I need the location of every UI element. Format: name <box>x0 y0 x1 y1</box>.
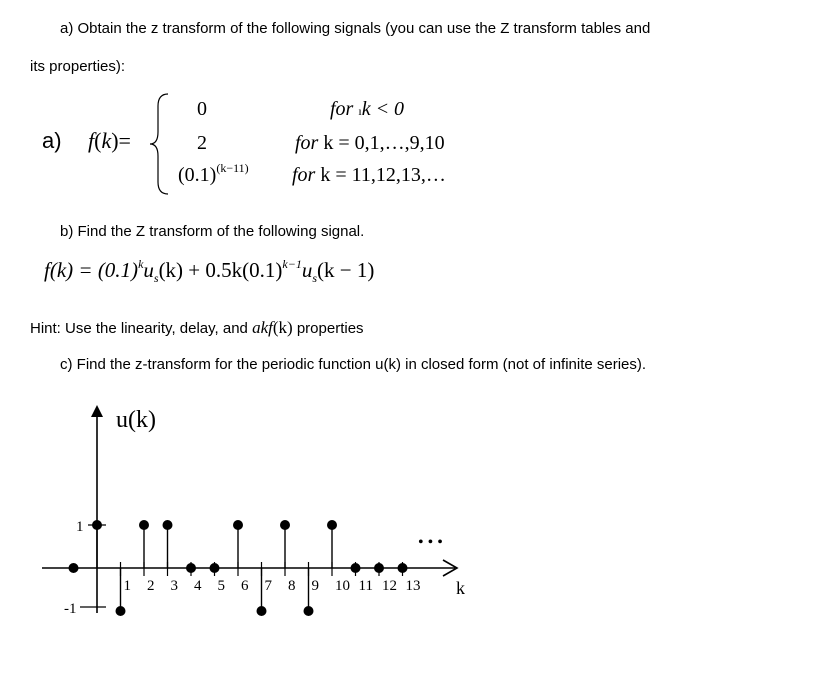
case-0-value: 0 <box>197 98 207 120</box>
continuation-dots: • • • <box>418 534 443 551</box>
eq-end: (k − 1) <box>317 258 375 282</box>
case-1-cond: k = 0,1,…,9,10 <box>323 132 445 154</box>
x-tick-label-k5: 5 <box>217 578 225 594</box>
x-tick-label-k11: 11 <box>358 578 373 594</box>
stem-point-k8 <box>280 520 290 530</box>
x-tick-label-k4: 4 <box>194 578 202 594</box>
part-b-equation <box>44 258 374 283</box>
stem-k0 <box>92 520 102 568</box>
for-keyword: for <box>295 132 319 154</box>
stem-k10 <box>327 520 337 568</box>
eq-u2: u <box>301 258 313 282</box>
curly-brace <box>148 92 172 196</box>
stem-k3 <box>163 520 173 568</box>
k-symbol: k <box>101 128 112 153</box>
x-tick-label-k10: 10 <box>335 578 350 594</box>
y-axis-label: u(k) <box>116 407 156 433</box>
x-axis <box>42 560 457 576</box>
hint-prefix: Hint: Use the linearity, delay, and <box>30 320 253 337</box>
part-b-instruction: b) Find the Z transform of the following signal. <box>60 223 365 240</box>
eq-s1: s <box>153 271 159 285</box>
stem-point-k2 <box>139 520 149 530</box>
part-c-instruction: c) Find the z-transform for the periodic function u(k) in closed form (not of infinite series). <box>60 356 647 373</box>
for-keyword: for <box>330 98 354 120</box>
eq-exp2: k−1 <box>282 257 302 271</box>
stem-point-k7 <box>257 606 267 616</box>
stem-k2 <box>139 520 149 568</box>
eq-s2: s <box>312 271 317 285</box>
x-tick-label-k7: 7 <box>264 578 272 594</box>
eq-mid: (k) + 0.5k(0.1) <box>158 258 283 282</box>
x-tick-label-k9: 9 <box>311 578 319 594</box>
stem-point-k-1 <box>69 563 79 573</box>
stem-point-k9 <box>304 606 314 616</box>
stem-point-k6 <box>233 520 243 530</box>
x-tick-label-k12: 12 <box>382 578 397 594</box>
case-0-cond: k < 0 <box>361 98 405 120</box>
eq-exp1: k <box>138 257 144 271</box>
x-tick-label-k1: 1 <box>123 578 131 594</box>
case-2-value <box>178 161 249 187</box>
stem-point-k1 <box>116 606 126 616</box>
piecewise-function <box>0 90 520 200</box>
stem-point-k3 <box>163 520 173 530</box>
x-tick-label-k3: 3 <box>170 578 178 594</box>
for-keyword: for <box>292 164 316 186</box>
x-tick-label-k6: 6 <box>241 578 249 594</box>
stem-point-k0 <box>92 520 102 530</box>
part-a-instruction-cont: its properties): <box>30 58 126 75</box>
y-axis <box>91 405 103 613</box>
part-a-label: a) <box>42 128 62 153</box>
hint-suffix: properties <box>292 320 364 337</box>
stem-plot <box>0 395 520 635</box>
equals-sign: = <box>118 128 131 153</box>
cursor-mark: ı <box>358 104 362 118</box>
eq-lhs: f(k) = (0.1) <box>44 258 139 282</box>
x-tick-label-k13: 13 <box>405 578 421 594</box>
eq-u1: u <box>143 258 154 282</box>
function-lhs: f(k)= <box>88 128 131 153</box>
x-tick-label-k2: 2 <box>147 578 155 594</box>
case-2-condition <box>292 164 446 187</box>
f-symbol: f <box>88 128 95 153</box>
stem-k6 <box>233 520 243 568</box>
case-2-exponent: (k−11) <box>216 161 249 175</box>
case-2-cond: k = 11,12,13,… <box>320 164 446 186</box>
case-1-condition <box>295 132 445 155</box>
case-1-value: 2 <box>197 132 207 154</box>
part-a-instruction: a) Obtain the z transform of the following signals (you can use the Z transform tables and <box>60 20 651 37</box>
case-0-condition <box>330 98 404 121</box>
y-tick-label-neg1: -1 <box>64 601 77 617</box>
hint-math: akf <box>252 318 273 337</box>
stem-k8 <box>280 520 290 568</box>
hint-line <box>30 318 364 338</box>
case-2-base: (0.1) <box>178 164 217 186</box>
stem-point-k10 <box>327 520 337 530</box>
y-tick-label-1: 1 <box>76 519 84 535</box>
hint-math-arg: (k) <box>272 318 293 337</box>
x-tick-label-k8: 8 <box>288 578 296 594</box>
stem-k-1 <box>69 563 79 573</box>
x-axis-label: k <box>456 578 465 598</box>
